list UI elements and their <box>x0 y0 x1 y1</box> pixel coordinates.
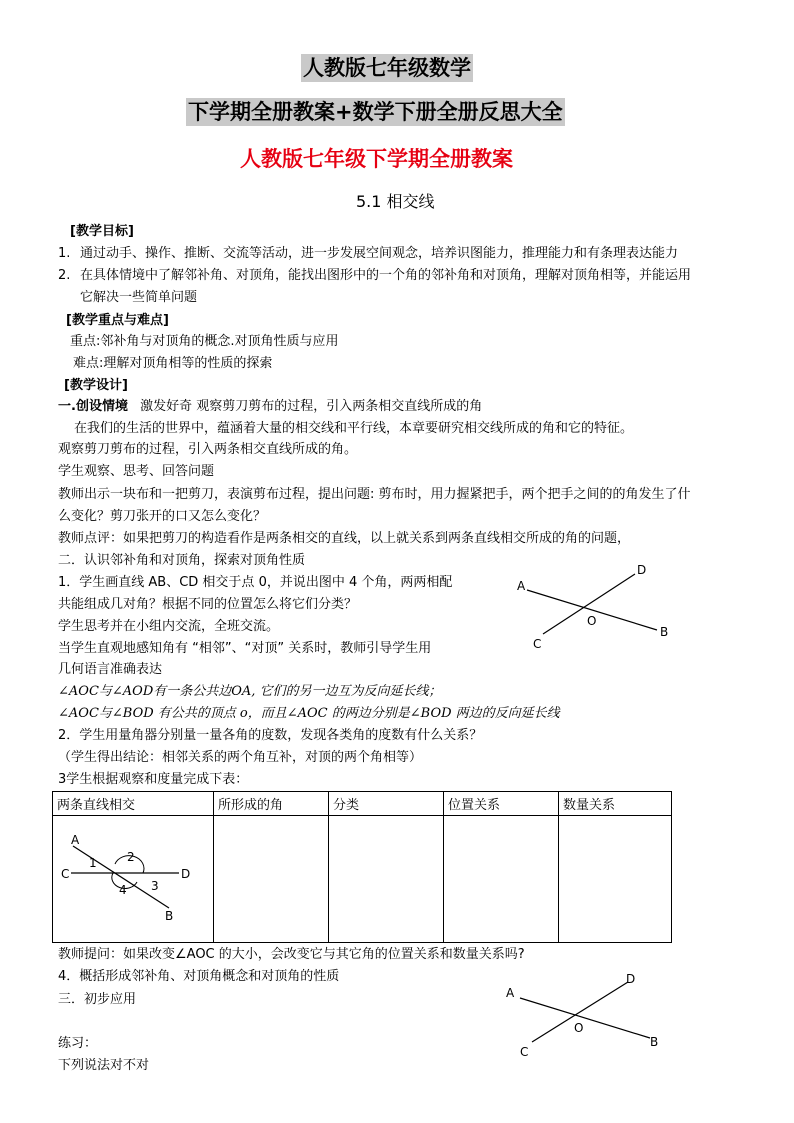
table-header-cell: 分类 <box>329 792 444 816</box>
paragraph-4a: 教师出示一块布和一把剪刀，表演剪布过程，提出问题: 剪布时，用力握紧把手，两个把手之间的的角发生了什 <box>58 487 691 502</box>
fig2-label-D: D <box>626 972 636 986</box>
fig1-label-A: A <box>517 579 526 593</box>
question-1c: 学生思考并在小组内交流，全班交流。 <box>58 619 280 634</box>
table-cell <box>559 816 672 943</box>
section-3: 三．初步应用 <box>58 992 137 1007</box>
math-statement-1: ∠AOC与∠AOD有一条公共边OA, 它们的另一边互为反向延长线； <box>58 684 442 699</box>
practice-label: 练习： <box>58 1036 98 1051</box>
paragraph-4b: 么变化？剪刀张开的口又怎么变化？ <box>58 509 267 524</box>
table-cell <box>329 816 444 943</box>
tfig-label-C: C <box>61 867 70 881</box>
summary-step-4: 4．概括形成邻补角、对顶角概念和对顶角的性质 <box>58 969 340 984</box>
design-heading: [教学设计] <box>64 378 128 393</box>
tfig-label-3: 3 <box>151 879 159 893</box>
question-1e: 几何语言准确表达 <box>58 662 163 677</box>
paragraph-3: 学生观察、思考、回答问题 <box>58 464 215 479</box>
tfig-label-D: D <box>181 867 191 881</box>
question-2: 2．学生用量角器分别量一量各角的度数，发现各类角的度数有什么关系？ <box>58 728 483 743</box>
question-1a: 1．学生画直线 AB、CD 相交于点 0，并说出图中 4 个角，两两相配 <box>58 575 453 590</box>
fig2-label-O: O <box>574 1021 584 1035</box>
fig1-label-C: C <box>533 637 542 651</box>
teacher-question: 教师提问：如果改变∠AOC 的大小，会改变它与其它角的位置关系和数量关系吗? <box>58 947 525 962</box>
focus-key: 重点:邻补角与对顶角的概念.对顶角性质与应用 <box>70 334 339 349</box>
goal-1-number: 1. <box>58 246 71 261</box>
tfig-label-1: 1 <box>89 856 97 870</box>
fig1-label-B: B <box>660 625 669 639</box>
goals-heading: [教学目标] <box>70 224 134 239</box>
tfig-label-B: B <box>165 909 174 923</box>
section-1-heading: 一.创设情境 <box>58 399 128 414</box>
paragraph-2: 观察剪刀剪布的过程，引入两条相交直线所成的角。 <box>58 442 358 457</box>
tfig-label-2: 2 <box>127 850 135 864</box>
question-1b: 共能组成几对角？根据不同的位置怎么将它们分类？ <box>58 597 358 612</box>
table-cell <box>214 816 329 943</box>
lesson-title: 5.1 相交线 <box>356 192 435 211</box>
goal-1-text: 通过动手、操作、推断、交流等活动，进一步发展空间观念，培养识图能力，推理能力和有条理表达能力 <box>80 246 679 261</box>
tfig-label-4: 4 <box>119 883 127 897</box>
table-header-cell: 数量关系 <box>559 792 672 816</box>
goal-2-text-a: 在具体情境中了解邻补角、对顶角，能找出图形中的一个角的邻补角和对顶角，理解对顶角相等，并能运用 <box>80 268 692 283</box>
focus-heading: [教学重点与难点] <box>66 313 169 328</box>
section-1-text: 激发好奇 观察剪刀剪布的过程，引入两条相交直线所成的角 <box>140 399 483 414</box>
table-header-row <box>53 792 672 816</box>
focus-difficulty: 难点:理解对顶角相等的性质的探索 <box>73 356 273 371</box>
angle-table <box>52 791 672 943</box>
section-2: 二．认识邻补角和对顶角，探索对顶角性质 <box>58 553 306 568</box>
table-header-cell: 两条直线相交 <box>53 792 214 816</box>
fig2-label-A: A <box>506 986 515 1000</box>
doc-title-1: 人教版七年级数学 <box>303 56 471 80</box>
table-figure-cell <box>53 816 214 943</box>
intersecting-lines-figure-2 <box>500 968 680 1063</box>
table-cell <box>444 816 559 943</box>
fig2-label-B: B <box>650 1035 659 1049</box>
fig1-label-O: O <box>587 614 597 628</box>
question-3: 3学生根据观察和度量完成下表： <box>58 772 249 787</box>
paragraph-5: 教师点评：如果把剪刀的构造看作是两条相交的直线，以上就关系到两条直线相交所成的角的问题， <box>58 531 631 546</box>
section-1 <box>58 398 482 416</box>
paragraph-1: 在我们的生活的世界中，蕴涵着大量的相交线和平行线，本章要研究相交线所成的角和它的特征。 <box>74 421 634 436</box>
question-1d: 当学生直观地感知角有 “相邻”、“对顶” 关系时，教师引导学生用 <box>58 641 432 656</box>
tfig-label-A: A <box>71 833 80 847</box>
table-header-cell: 位置关系 <box>444 792 559 816</box>
doc-title-2: 下学期全册教案+数学下册全册反思大全 <box>188 100 563 124</box>
fig2-label-C: C <box>520 1045 529 1059</box>
doc-title-3: 人教版七年级下学期全册教案 <box>240 147 513 171</box>
goal-2-number: 2. <box>58 268 71 283</box>
intersecting-lines-figure-table <box>53 816 203 936</box>
intersecting-lines-figure-1 <box>505 558 695 658</box>
goal-2-text-b: 它解决一些简单问题 <box>80 290 198 305</box>
fig1-label-D: D <box>637 563 647 577</box>
judge-statement: 下列说法对不对 <box>58 1058 150 1073</box>
question-2-conclusion: （学生得出结论：相邻关系的两个角互补，对顶的两个角相等） <box>58 750 423 765</box>
table-header-cell: 所形成的角 <box>214 792 329 816</box>
math-statement-2: ∠AOC与∠BOD 有公共的顶点 o，而且∠AOC 的两边分别是∠BOD 两边的反向延长线 <box>58 706 560 721</box>
table-row <box>53 816 672 943</box>
